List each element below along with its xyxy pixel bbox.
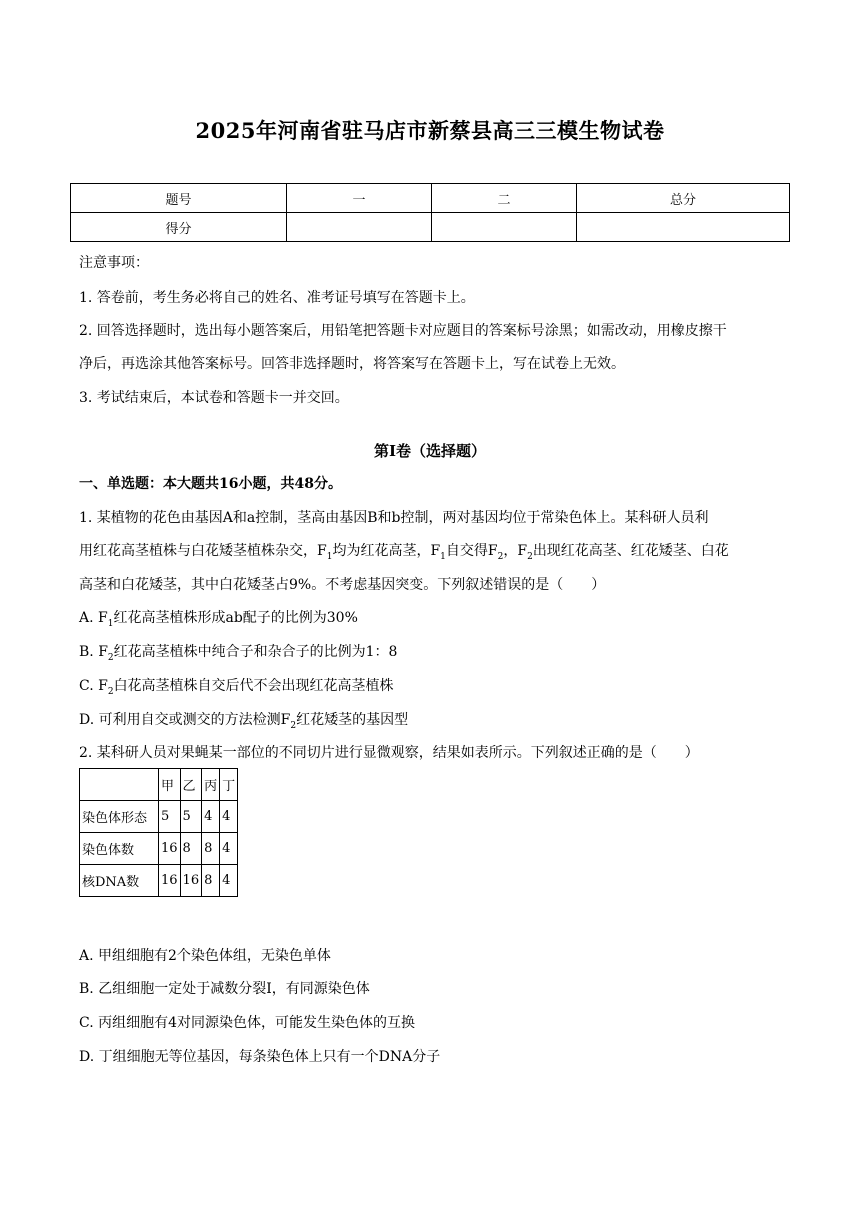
q2-table-cell: 16 <box>180 865 202 897</box>
q2-table-cell: 8 <box>180 833 202 865</box>
q1-option-b: B. $F_2$红花高茎植株中纯合子和杂合子的比例为1：8 <box>79 644 398 663</box>
q2-stem: 2. 某科研人员对果蝇某一部位的不同切片进行显微观察，结果如表所示。下列叙述正确的是（ ） <box>79 745 699 761</box>
q2-table-header <box>80 769 159 801</box>
part-title: 一、单选题：本大题共16小题，共48分。 <box>79 476 342 492</box>
q2-option-b: B. 乙组细胞一定处于减数分裂Ⅰ，有同源染色体 <box>79 981 370 997</box>
score-header-cell: 题号 <box>71 184 287 213</box>
score-row-label: 得分 <box>71 213 287 242</box>
score-cell <box>577 213 790 242</box>
q2-table-row-label: 染色体数 <box>80 833 159 865</box>
score-cell <box>432 213 577 242</box>
q2-table-cell: 5 <box>180 801 202 833</box>
q1-option-c: C. $F_2$白花高茎植株自交后代不会出现红花高茎植株 <box>79 678 394 697</box>
q2-cell-table <box>79 768 238 897</box>
q2-table-cell: 4 <box>220 833 238 865</box>
q2-table-header: 乙 <box>180 769 202 801</box>
score-header-cell: 二 <box>432 184 577 213</box>
section-title: 第Ⅰ卷（选择题） <box>373 442 487 460</box>
q2-table-cell: 4 <box>220 865 238 897</box>
q1-option-d: D. 可利用自交或测交的方法检测$F_2$红花矮茎的基因型 <box>79 712 409 731</box>
score-table <box>70 183 790 242</box>
q2-table-cell: 16 <box>159 833 181 865</box>
q2-table-cell: 8 <box>202 833 220 865</box>
q2-table-cell: 4 <box>202 801 220 833</box>
q2-table-cell: 5 <box>159 801 181 833</box>
score-cell <box>287 213 432 242</box>
q2-table-cell: 8 <box>202 865 220 897</box>
q2-option-d: D. 丁组细胞无等位基因，每条染色体上只有一个DNA分子 <box>79 1049 441 1065</box>
q2-table-cell: 4 <box>220 801 238 833</box>
page-title: 2025年河南省驻马店市新蔡县高三三模生物试卷 <box>195 118 665 143</box>
q2-table-row-label: 染色体形态 <box>80 801 159 833</box>
score-header-cell: 总分 <box>577 184 790 213</box>
q2-table-header: 丁 <box>220 769 238 801</box>
q1-stem-line: 1. 某植物的花色由基因A和a控制，茎高由基因B和b控制，两对基因均位于常染色体上。某科研人员利 <box>79 510 709 526</box>
q2-table-cell: 16 <box>159 865 181 897</box>
q2-table-header: 丙 <box>202 769 220 801</box>
q1-stem-line: 用红花高茎植株与白花矮茎植株杂交，$F_1$均为红花高茎，$F_1$自交得$F_2$，$F_2$出现红花高茎、红花矮茎、白花 <box>79 543 729 562</box>
q2-option-a: A. 甲组细胞有2个染色体组，无染色单体 <box>79 948 331 964</box>
q2-option-c: C. 丙组细胞有4对同源染色体，可能发生染色体的互换 <box>79 1015 416 1031</box>
q2-table-row-label: 核DNA数 <box>80 865 159 897</box>
score-header-cell: 一 <box>287 184 432 213</box>
q1-stem-line: 高茎和白花矮茎，其中白花矮茎占9%。不考虑基因突变。下列叙述错误的是（ ） <box>79 577 606 593</box>
notice-title: 注意事项： <box>79 255 149 271</box>
q2-table-header: 甲 <box>159 769 181 801</box>
notice-item: 2. 回答选择题时，选出每小题答案后，用铅笔把答题卡对应题目的答案标号涂黑；如需改动，用橡皮擦干 <box>79 323 727 339</box>
q1-option-a: A. $F_1$红花高茎植株形成ab配子的比例为30% <box>79 610 358 629</box>
notice-item: 3. 考试结束后，本试卷和答题卡一并交回。 <box>79 390 349 406</box>
notice-item: 1. 答卷前，考生务必将自己的姓名、准考证号填写在答题卡上。 <box>79 290 475 306</box>
notice-item: 净后，再选涂其他答案标号。回答非选择题时，将答案写在答题卡上，写在试卷上无效。 <box>79 356 625 372</box>
